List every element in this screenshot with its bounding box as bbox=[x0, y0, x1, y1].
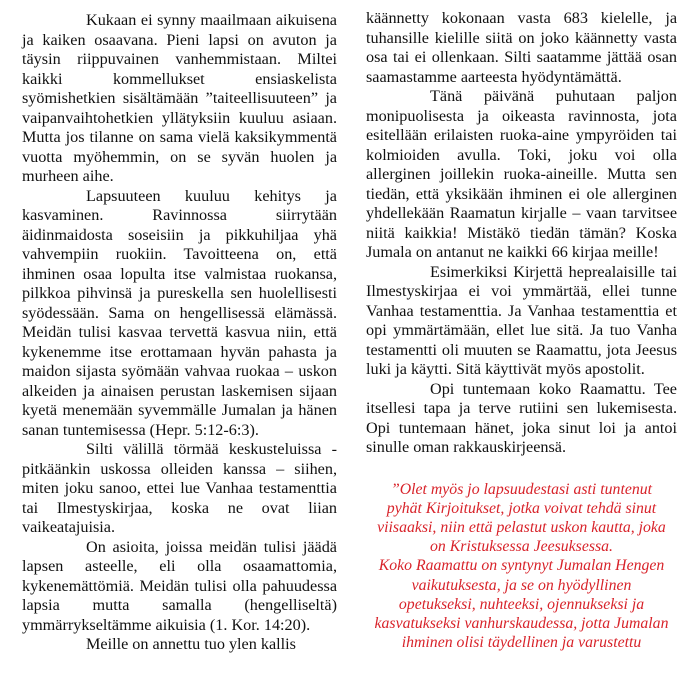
paragraph-right-3: Esimerkiksi Kirjettä heprealaisille tai Ilmestyskirjaa ei voi ymmärtää, ellei tunne Vanhaa testamenttia. Ja Vanhaa testamenttia et opi ymmärtämään, ellet lue sitä. Ja tuo Vanha testamentti oli muuten se Raamattu, jota Jeesus luki ja käytti. Sitä käyttivät myös apostolit. bbox=[366, 262, 677, 378]
paragraph-left-4: On asioita, joissa meidän tulisi jäädä lapsen asteelle, eli olla osaamattomia, kykenemättömiä. Meidän tulisi olla pahuudessa lapsia mutta samalla (hengelliseltä) ymmärrykseltämme aikuisia (1. Kor. 14:20). bbox=[22, 537, 337, 634]
quote-line: pyhät Kirjoitukset, jotka voivat tehdä sinut bbox=[386, 499, 657, 517]
quote-line: ”Olet myös jo lapsuudestasi asti tuntenut bbox=[390, 480, 653, 498]
paragraph-right-1: käännetty kokonaan vasta 683 kielelle, ja tuhansille kielille siitä on joko käännetty vasta osa tai ei ollenkaan. Silti saatamme jättää osan saamastamme aarteesta hyödyntämättä. bbox=[366, 9, 677, 86]
quote-line: on Kristuksessa Jeesuksessa. bbox=[430, 538, 613, 556]
quote-line: viisaaksi, niin että pelastut uskon kautta, joka bbox=[377, 518, 666, 536]
quote-line: vaikutuksesta, ja se on hyödyllinen bbox=[411, 576, 632, 594]
paragraph-left-1: Kukaan ei synny maailmaan aikuisena ja kaiken osaavana. Pieni lapsi on avuton ja täysin riippuvainen vanhemmistaan. Miltei kaikki kommellukset ensiaskelista syömishetkien sisältämään ”taiteellisuuteen” ja vaipanvaihtohetkien yllätyksiin kuuluu asiaan. Mutta jos tilanne on sama vielä kaksikymmentä vuotta myöhemmin, on se syvän huolen ja murheen aihe. bbox=[22, 11, 337, 185]
quote-line: Koko Raamattu on syntynyt Jumalan Hengen bbox=[378, 557, 665, 575]
paragraph-right-2: Tänä päivänä puhutaan paljon monipuolisesta ja oikeasta ravinnosta, jota esitellään erilaisten ruoka-aine ympyröiden tai kolmioiden avulla. Toki, joku voi olla allerginen joillekin ruoka-aineille. Mutta sen tiedän, että yksikään ihminen ei ole allerginen yhdellekään Raamatun kirjalle – vaan tarvitsee niitä kaikkia! Mistäkö tiedän tämän? Koska Jumala on antanut ne kaikki 66 kirjaa meille! bbox=[366, 87, 677, 261]
left-column bbox=[22, 11, 337, 655]
bible-quote bbox=[366, 480, 677, 653]
quote-line: opetukseksi, nuhteeksi, ojennukseksi ja bbox=[398, 595, 645, 613]
quote-line: kasvatukseksi vanhurskaudessa, jotta Jumalan bbox=[374, 614, 669, 632]
right-column bbox=[366, 9, 677, 652]
paragraph-left-2: Lapsuuteen kuuluu kehitys ja kasvaminen. Ravinnossa siirrytään äidinmaidosta soseisiin ja pikkuhiljaa yhä vahvempiin ruokiin. Tavoitteena on, että ihminen osaa lopulta itse valmistaa ruokansa, pilkkoa pihvinsä ja pureskella sen huolellisesti syödessään. Sama on hengellisessä elämässä. Meidän tulisi kasvaa tervettä kasvua niin, että kykenemme itse erottamaan hyvän pahasta ja maidon sijasta syömään vahvaa ruokaa – uskon alkeiden ja ainaisen perustan laskemisen sijaan kyetä menemään syvemmälle Jumalan ja hänen sanan tuntemisessa (Hepr. 5:12-6:3). bbox=[22, 186, 337, 439]
paragraph-left-5: Meille on annettu tuo ylen kallis bbox=[86, 635, 296, 653]
paragraph-right-4: Opi tuntemaan koko Raamattu. Tee itsellesi tapa ja terve rutiini sen lukemisesta. Opi tuntemaan hänet, joka sinut loi ja antoi sinulle oman rakkauskirjeensä. bbox=[366, 379, 677, 456]
quote-line: ihminen olisi täydellinen ja varustettu bbox=[401, 634, 642, 652]
paragraph-left-3: Silti välillä törmää keskusteluissa - pitkäänkin uskossa olleiden kanssa – siihen, miten joku sanoo, ettei lue Vanhaa testamenttia tai Ilmestyskirjaa, koska ne ovat liian vaikeatajuisia. bbox=[22, 440, 337, 536]
